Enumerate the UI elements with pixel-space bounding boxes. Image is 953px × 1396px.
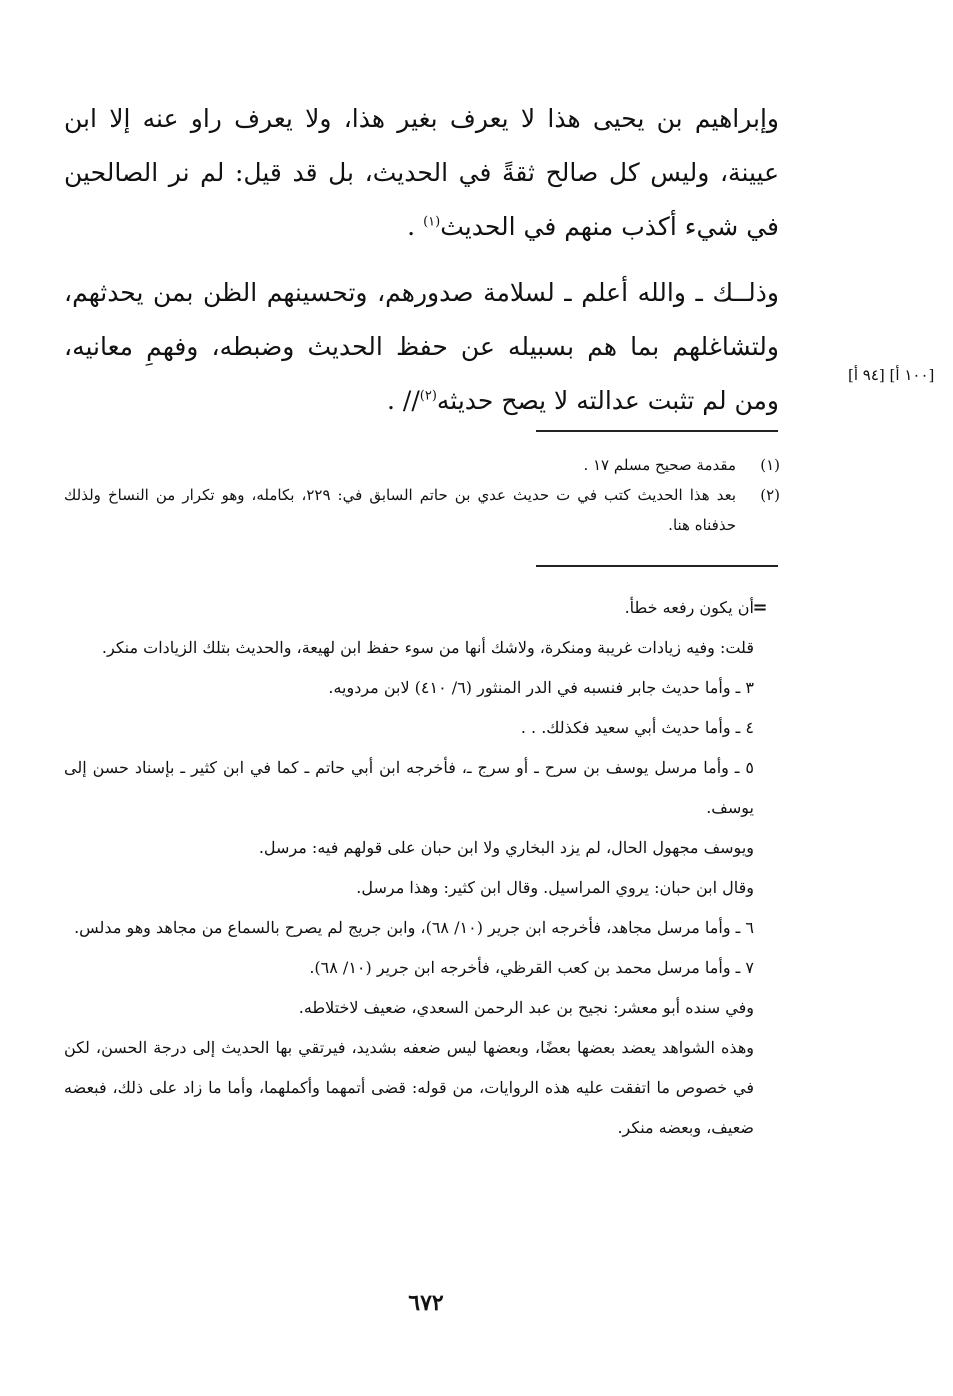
footnote-ref-1: (١) xyxy=(423,214,441,230)
continued-line: وقال ابن حبان: يروي المراسيل. وقال ابن كثير: وهذا مرسل. xyxy=(356,878,754,897)
footnote-text: بعد هذا الحديث كتب في ت حديث عدي بن حاتم السابق في: ٢٢٩، بكامله، وهو تكرار من النساخ ولذلك حذفناه هنا. xyxy=(64,486,736,534)
main-paragraph-2 xyxy=(64,266,779,428)
footnote-number: (١) xyxy=(760,456,780,474)
continued-line: ٧ ـ وأما مرسل محمد بن كعب القرظي، فأخرجه ابن جرير (١٠/ ٦٨). xyxy=(309,958,754,977)
continued-line: ٥ ـ وأما مرسل يوسف بن سرح ـ أو سرج ـ، فأخرجه ابن أبي حاتم ـ كما في ابن كثير ـ بإسناد حسن إلى يوسف. xyxy=(64,758,754,817)
continued-line: وفي سنده أبو معشر: نجيح بن عبد الرحمن السعدي، ضعيف لاختلاطه. xyxy=(298,998,754,1017)
continued-line: وهذه الشواهد يعضد بعضها بعضًا، وبعضها ليس ضعفه بشديد، فيرتقي بها الحديث إلى درجة الحسن، لكن في خصوص ما اتفقت عليه هذه الروايات، من قوله: قضى أتمهما وأكملهما، وأما ما زاد على ذلك، فبعضه ضعيف، وبعضه منكر. xyxy=(64,1038,754,1137)
footnote-number: (٢) xyxy=(760,486,780,504)
main-paragraph-2-text: وذلــك ـ والله أعلم ـ لسلامة صدورهم، وتحسينهم الظن بمن يحدثهم، ولتشاغلهم بما هم بسبيله عن حفظ الحديث وضبطه، وفهمِ معانيه، ومن لم تثبت عدالته لا يصح حديثه xyxy=(64,278,779,415)
footnotes xyxy=(64,450,780,540)
manuscript-folio-reference: [١٠٠ أ] [٩٤ أ] xyxy=(848,366,935,384)
continued-line: أن يكون رفعه خطأ. xyxy=(624,598,754,617)
main-paragraph-1 xyxy=(64,92,779,254)
page-number: ٦٧٢ xyxy=(408,1290,444,1316)
main-paragraph-1-end: . xyxy=(407,212,424,241)
continuation-mark: = xyxy=(752,597,768,618)
main-text xyxy=(64,92,779,428)
continued-footnote xyxy=(64,588,754,1148)
continued-line: ٣ ـ وأما حديث جابر فنسبه في الدر المنثور (٦/ ٤١٠) لابن مردويه. xyxy=(328,678,754,697)
continuation-separator xyxy=(536,565,778,567)
footnote xyxy=(64,480,780,540)
main-paragraph-2-end: // . xyxy=(387,386,420,415)
continued-line: ٦ ـ وأما مرسل مجاهد، فأخرجه ابن جرير (١٠/ ٦٨)، وابن جريج لم يصرح بالسماع من مجاهد وهو مدلس. xyxy=(74,918,754,937)
continued-line: ويوسف مجهول الحال، لم يزد البخاري ولا ابن حبان على قولهم فيه: مرسل. xyxy=(258,838,754,857)
footnote-text: مقدمة صحيح مسلم ١٧ . xyxy=(583,456,736,474)
continued-line: قلت: وفيه زيادات غريبة ومنكرة، ولاشك أنها من سوء حفظ ابن لهيعة، والحديث بتلك الزيادات منكر. xyxy=(101,638,754,657)
main-paragraph-1-text: وإبراهيم بن يحيى هذا لا يعرف بغير هذا، ولا يعرف راو عنه إلا ابن عيينة، وليس كل صالح ثقةً في الحديث، بل قد قيل: لم نر الصالحين في شيء أكذب منهم في الحديث xyxy=(64,104,779,241)
footnote-ref-2: (٢) xyxy=(419,388,437,404)
footnote xyxy=(64,450,780,480)
footnote-separator xyxy=(536,430,778,432)
continued-line: ٤ ـ وأما حديث أبي سعيد فكذلك. . . xyxy=(520,718,754,737)
